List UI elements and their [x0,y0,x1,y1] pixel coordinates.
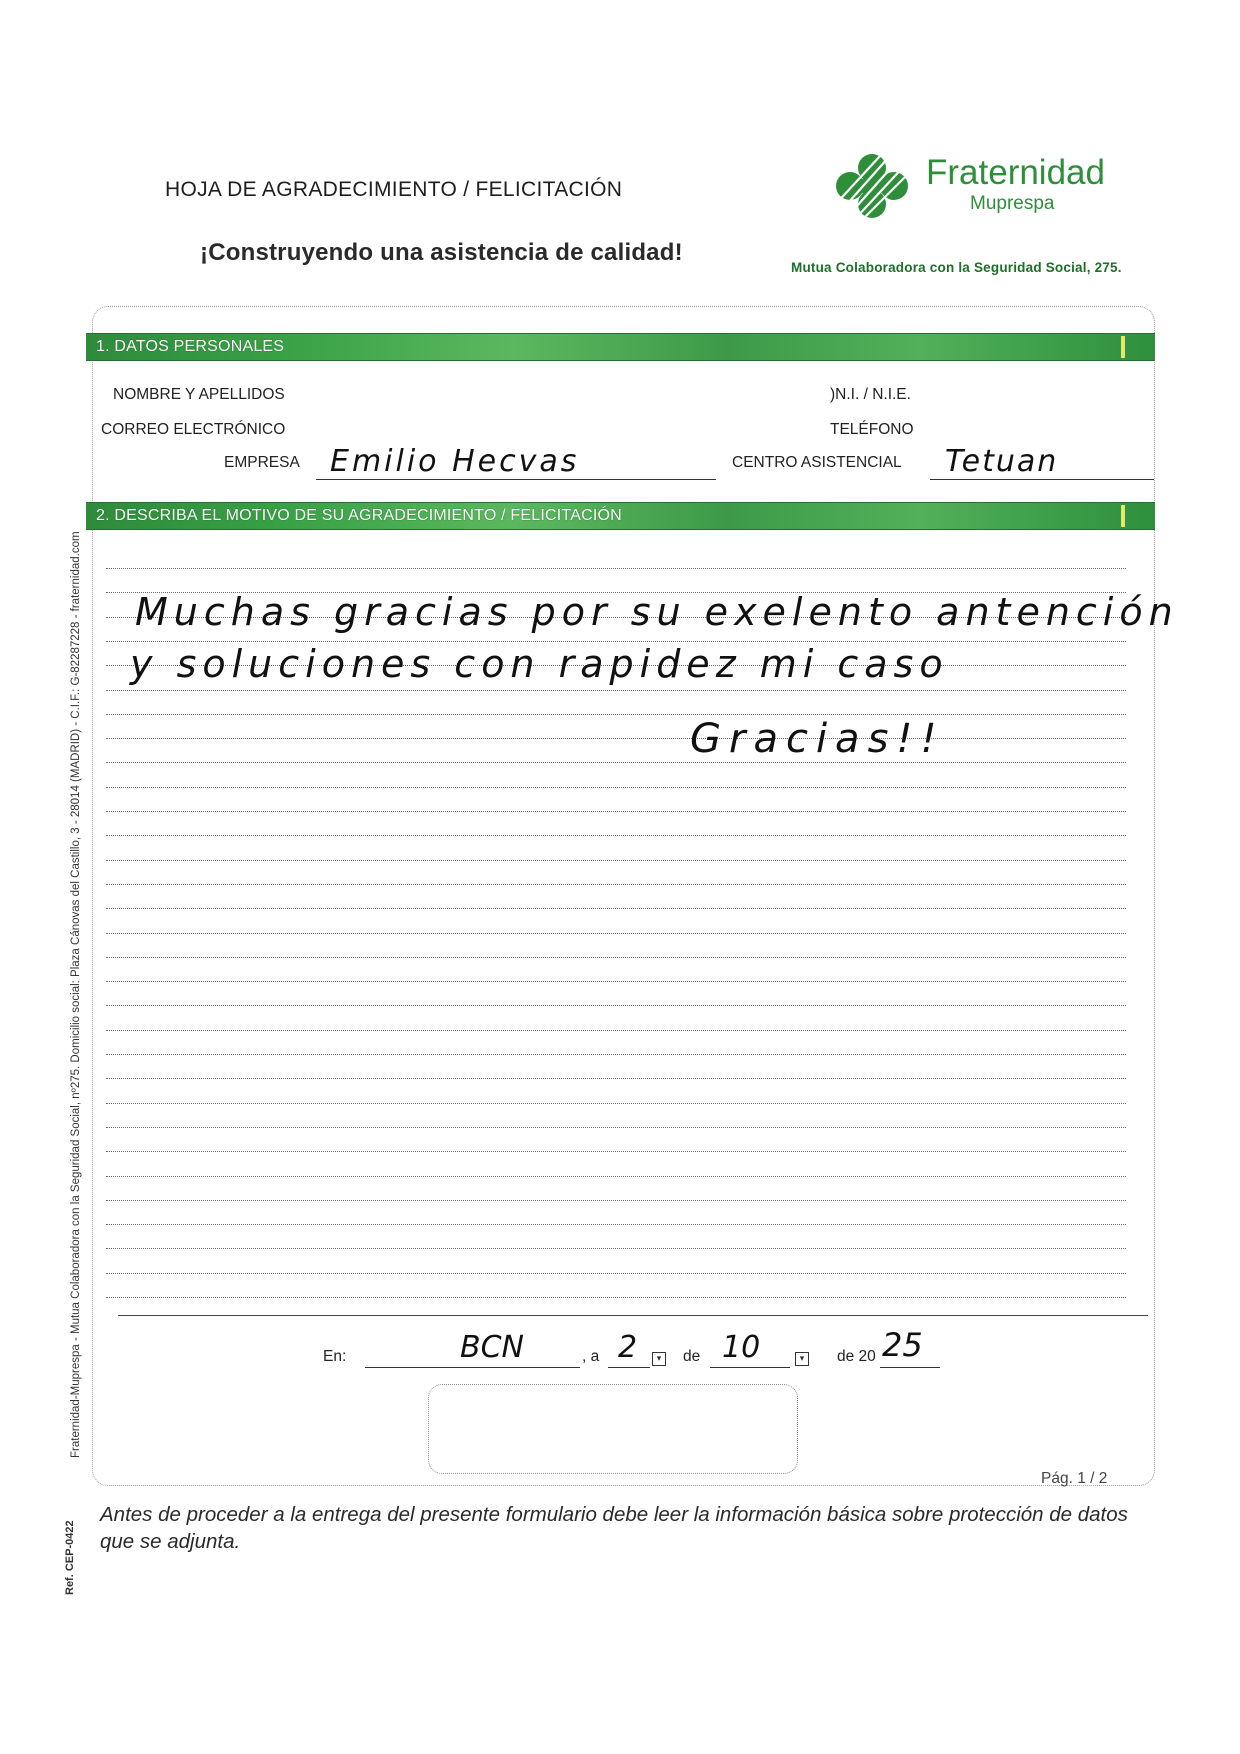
nombre-label: NOMBRE Y APELLIDOS [113,386,285,403]
section1-marker [1121,336,1125,358]
legal-vertical-text: Fraternidad-Muprespa - Mutua Colaboradora con la Seguridad Social, nº275. Domicilio social: Plaza Cánovas del Castillo, 3 - 28014 (MADRID) - C.I.F.: G-82287228 - fraternidad.com [70,531,82,1458]
ruled-line [106,762,1126,764]
ruled-line [106,568,1126,570]
message-line-1: Muchas gracias por su exelento antención [135,590,1179,634]
section2-marker [1121,505,1125,527]
month-value: 10 [722,1330,761,1365]
day-dropdown-icon[interactable]: ▾ [652,1352,666,1366]
ruled-line [106,811,1126,813]
ruled-line [106,981,1126,983]
ruled-line [106,690,1126,692]
form-frame [92,306,1155,1486]
section2-header [86,502,1155,530]
correo-label: CORREO ELECTRÓNICO [101,421,286,438]
ruled-line [106,908,1126,910]
ruled-line [106,1200,1126,1202]
form-title: HOJA DE AGRADECIMIENTO / FELICITACIÓN [165,178,623,201]
signature-box[interactable] [428,1384,798,1474]
ruled-line [106,1005,1126,1007]
year-prefix-label: de 20 [837,1348,876,1365]
ruled-line [106,884,1126,886]
empresa-value: Emilio Hecvas [330,444,580,479]
place-value: BCN [460,1330,524,1365]
ruled-line [106,1151,1126,1153]
centro-value: Tetuan [945,444,1059,479]
ruled-line [106,1103,1126,1105]
ruled-line [106,835,1126,837]
section1-header [86,333,1155,361]
place-field[interactable] [365,1366,580,1368]
centro-label: CENTRO ASISTENCIAL [732,454,902,471]
dni-label: )N.I. / N.I.E. [830,386,911,403]
telefono-label: TELÉFONO [830,421,914,438]
ruled-line [106,933,1126,935]
empresa-label: EMPRESA [224,454,300,471]
en-label: En: [323,1348,347,1365]
ruled-line [106,787,1126,789]
brand-name: Fraternidad [926,153,1105,192]
form-slogan: ¡Construyendo una asistencia de calidad! [200,239,683,266]
message-line-3: Gracias!! [690,716,945,762]
ruled-line [106,1078,1126,1080]
form-reference: Ref. CEP-0422 [64,1520,76,1595]
ruled-line [106,1273,1126,1275]
brand-subname: Muprespa [970,193,1055,214]
page-number: Pág. 1 / 2 [1041,1470,1108,1487]
ruled-line [106,1297,1126,1299]
section2-title: 2. DESCRIBA EL MOTIVO DE SU AGRADECIMIENTO / FELICITACIÓN [96,507,622,524]
ruled-line [106,1176,1126,1178]
ruled-line [106,1224,1126,1226]
message-end-line [118,1315,1148,1316]
month-field[interactable] [710,1366,790,1368]
ruled-line [106,957,1126,959]
message-line-2: y soluciones con rapidez mi caso [130,642,949,686]
year-value: 25 [882,1326,923,1364]
brand-tagline: Mutua Colaboradora con la Seguridad Social, 275. [791,260,1122,275]
ruled-line [106,1248,1126,1250]
ruled-line [106,860,1126,862]
a-label: , a [582,1348,600,1365]
de-label: de [683,1348,701,1365]
day-field[interactable] [608,1366,650,1368]
month-dropdown-icon[interactable]: ▾ [795,1352,809,1366]
privacy-note: Antes de proceder a la entrega del presente formulario debe leer la información básica sobre protección de datos que se adjunta. [100,1503,1128,1553]
ruled-line [106,738,1126,740]
day-value: 2 [618,1330,638,1365]
ruled-line [106,714,1126,716]
ruled-line [106,1030,1126,1032]
fraternidad-logo-icon [826,152,918,220]
section1-title: 1. DATOS PERSONALES [96,338,285,355]
ruled-line [106,1054,1126,1056]
ruled-line [106,1127,1126,1129]
year-field[interactable] [880,1366,940,1368]
